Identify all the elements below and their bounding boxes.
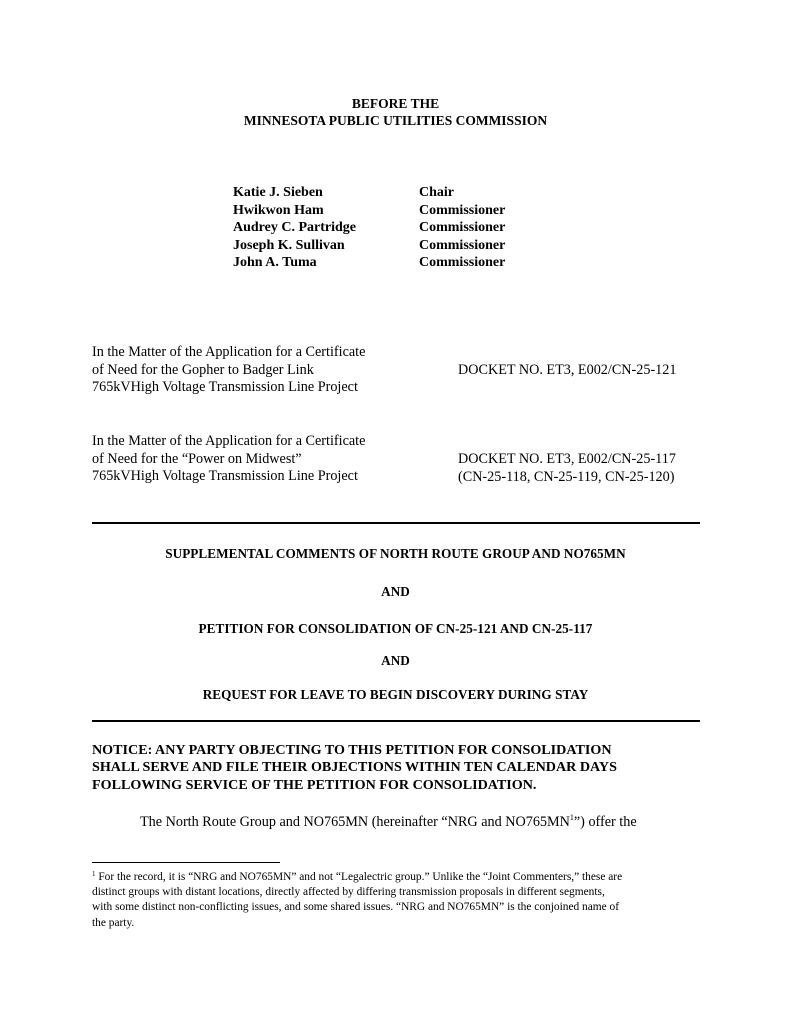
footnote	[92, 870, 702, 931]
commissioner-title: Commissioner	[419, 255, 506, 271]
matter-caption-line: of Need for the Gopher to Badger Link	[92, 361, 314, 378]
body-text: ”) offer the	[573, 814, 637, 830]
notice-line: FOLLOWING SERVICE OF THE PETITION FOR CONSOLIDATION.	[92, 776, 537, 793]
document-title-line1: SUPPLEMENTAL COMMENTS OF NORTH ROUTE GROUP AND NO765MN	[165, 546, 626, 561]
docket-line: (CN-25-118, CN-25-119, CN-25-120)	[458, 468, 675, 485]
docket-number-2	[458, 451, 676, 486]
commissioner-name: Katie J. Sieben	[233, 185, 323, 200]
footnote-line: distinct groups with distant locations, directly affected by differing transmission proposals in different segments,	[92, 886, 605, 899]
matter-caption-line: 765kVHigh Voltage Transmission Line Project	[92, 379, 358, 396]
commissioner-name: Audrey C. Partridge	[233, 220, 356, 236]
footnote-line: the party.	[92, 916, 135, 929]
commissioner-row	[233, 237, 505, 255]
commissioner-title: Chair	[419, 185, 454, 200]
matter-caption-line: 765kVHigh Voltage Transmission Line Project	[92, 468, 358, 485]
court-heading-line1: BEFORE THE	[351, 96, 440, 111]
docket-number-1: DOCKET NO. ET3, E002/CN-25-121	[458, 362, 677, 378]
body-text: The North Route Group and NO765MN (hereinafter “NRG and NO765MN	[140, 814, 570, 830]
document-title-line2: PETITION FOR CONSOLIDATION OF CN-25-121 AND CN-25-117	[198, 621, 593, 636]
footnote-number: 1	[92, 870, 96, 878]
docket-line: DOCKET NO. ET3, E002/CN-25-117	[458, 451, 676, 467]
document-title-line3: REQUEST FOR LEAVE TO BEGIN DISCOVERY DURING STAY	[202, 687, 589, 702]
commissioner-row	[233, 184, 505, 202]
body-paragraph	[140, 814, 637, 831]
footnote-reference[interactable]: 1	[569, 813, 574, 822]
commissioner-title: Commissioner	[419, 220, 506, 236]
notice-line: NOTICE: ANY PARTY OBJECTING TO THIS PETITION FOR CONSOLIDATION	[92, 742, 612, 758]
commissioner-title: Commissioner	[419, 202, 506, 218]
horizontal-rule	[92, 720, 700, 722]
court-heading-line2: MINNESOTA PUBLIC UTILITIES COMMISSION	[243, 113, 548, 128]
commissioner-row	[233, 254, 505, 272]
matter-caption-1	[92, 344, 365, 397]
commissioner-name: John A. Tuma	[233, 255, 317, 271]
matter-caption-line: In the Matter of the Application for a Certificate	[92, 344, 366, 360]
commissioner-list	[233, 184, 505, 272]
matter-caption-line: of Need for the “Power on Midwest”	[92, 450, 302, 467]
footnote-line: with some distinct non-conflicting issues, and some shared issues. “NRG and NO765MN” is the conjoined name of	[92, 901, 620, 914]
horizontal-rule	[92, 522, 700, 524]
commissioner-row	[233, 219, 505, 237]
notice-line: SHALL SERVE AND FILE THEIR OBJECTIONS WITHIN TEN CALENDAR DAYS	[92, 759, 617, 776]
matter-caption-line: In the Matter of the Application for a Certificate	[92, 433, 366, 449]
commissioner-row	[233, 202, 505, 220]
commissioner-name: Hwikwon Ham	[233, 202, 324, 218]
title-conjunction: AND	[381, 653, 410, 668]
commissioner-name: Joseph K. Sullivan	[233, 237, 345, 253]
notice-block	[92, 742, 702, 794]
footnote-text: For the record, it is “NRG and NO765MN” and not “Legalectric group.” Unlike the “Joint Commenters,” these are	[95, 871, 623, 883]
title-conjunction: AND	[381, 584, 410, 599]
footnote-separator	[92, 862, 280, 863]
matter-caption-2	[92, 433, 365, 486]
footnote-line	[92, 870, 702, 885]
commissioner-title: Commissioner	[419, 237, 506, 253]
